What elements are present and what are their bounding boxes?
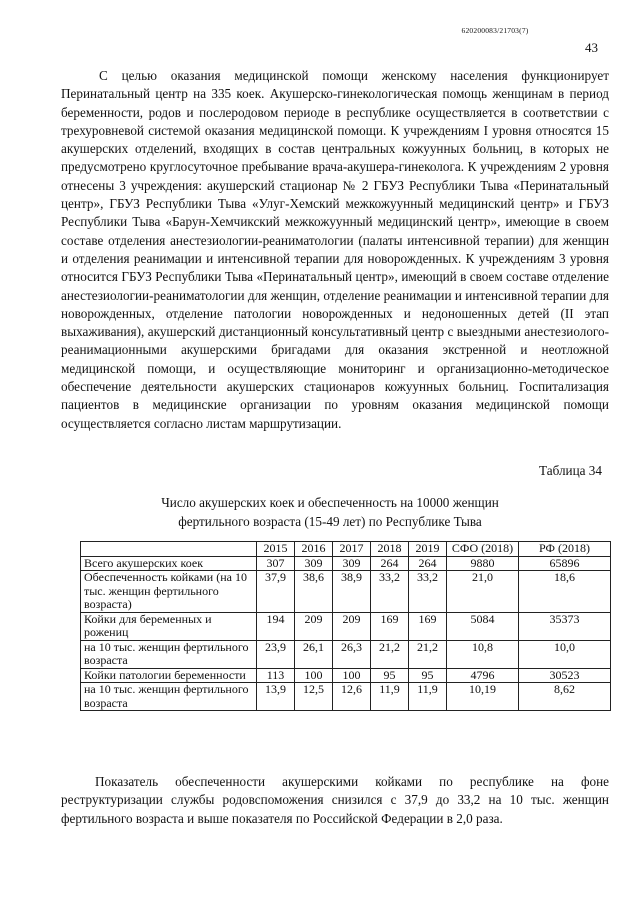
table-cell: 100 — [333, 668, 371, 683]
table-cell: 95 — [371, 668, 409, 683]
table-cell: 21,0 — [447, 571, 519, 613]
row-label: Обеспеченность койками (на 10 тыс. женщин фертильного возраста) — [81, 571, 257, 613]
table-cell: 10,19 — [447, 683, 519, 711]
table-cell: 12,6 — [333, 683, 371, 711]
table-cell: 21,2 — [371, 640, 409, 668]
table-cell: 38,6 — [295, 571, 333, 613]
table-cell: 264 — [371, 556, 409, 571]
table-row — [81, 668, 611, 683]
table-cell: 264 — [409, 556, 447, 571]
row-label: Койки для беременных и рожениц — [81, 612, 257, 640]
table-cell: 13,9 — [257, 683, 295, 711]
table-cell: 12,5 — [295, 683, 333, 711]
table-header-cell: 2018 — [371, 542, 409, 557]
table-cell: 194 — [257, 612, 295, 640]
row-label: на 10 тыс. женщин фертильного возраста — [81, 683, 257, 711]
table-cell: 209 — [333, 612, 371, 640]
table-header-cell — [81, 542, 257, 557]
table-cell: 309 — [295, 556, 333, 571]
table-cell: 18,6 — [519, 571, 611, 613]
table-cell: 169 — [409, 612, 447, 640]
table-row — [81, 556, 611, 571]
table-row — [81, 571, 611, 613]
table-header-cell: 2019 — [409, 542, 447, 557]
row-label: Койки патологии беременности — [81, 668, 257, 683]
table-caption-line-1: Число акушерских коек и обеспеченность на 10000 женщин — [161, 495, 499, 510]
table-caption — [100, 493, 560, 531]
table-cell: 26,1 — [295, 640, 333, 668]
table-cell: 38,9 — [333, 571, 371, 613]
page-number: 43 — [585, 40, 598, 55]
table-cell: 35373 — [519, 612, 611, 640]
table-header-row — [81, 542, 611, 557]
table-header-cell: 2015 — [257, 542, 295, 557]
table-cell: 26,3 — [333, 640, 371, 668]
table-cell: 11,9 — [409, 683, 447, 711]
table-header-cell: 2016 — [295, 542, 333, 557]
table-cell: 309 — [333, 556, 371, 571]
table-cell: 11,9 — [371, 683, 409, 711]
table-cell: 95 — [409, 668, 447, 683]
table-cell: 113 — [257, 668, 295, 683]
table-cell: 33,2 — [371, 571, 409, 613]
table-cell: 169 — [371, 612, 409, 640]
table-caption-line-2: фертильного возраста (15-49 лет) по Республике Тыва — [178, 514, 482, 529]
table-cell: 5084 — [447, 612, 519, 640]
table-row — [81, 640, 611, 668]
table-cell: 209 — [295, 612, 333, 640]
row-label: Всего акушерских коек — [81, 556, 257, 571]
table-cell: 21,2 — [409, 640, 447, 668]
body-paragraph-1: С целью оказания медицинской помощи женскому населения функционирует Перинатальный центр на 335 коек. Акушерско-гинекологическая помощь женщинам в период беременности, родов и послеродовом периоде в республике осуществляется в соответствии с трехуровневой системой оказания медицинской помощи. К учреждениям I уровня относятся 15 акушерских отделений, входящих в состав центральных кожуунных больниц, в которых не предусмотрено круглосуточное пребывание врача-акушера-гинеколога. К учреждениям 2 уровня отнесены 3 учреждения: акушерский стационар № 2 ГБУЗ Республики Тыва «Перинатальный центр», ГБУЗ Республики Тыва «Улуг-Хемский межкожуунный медицинский центр» и ГБУЗ Республики Тыва «Барун-Хемчикский межкожуунный медицинский центр», имеющие в своем составе отделения анестезиологии-реаниматологии (палаты интенсивной терапии) для женщин и отделения реанимации и интенсивной терапии для новорожденных. К учреждениям 3 уровня относится ГБУЗ Республики Тыва «Перинатальный центр», имеющий в своем составе отделение анестезиологии-реаниматологии для женщин, отделение реанимации и интенсивной терапии для новорожденных, отделение патологии новорожденных и недоношенных детей (II этап выхаживания), акушерский дистанционный консультативный центр с выездными анестезиолого-реанимационными акушерскими бригадами для оказания экстренной и неотложной медицинской помощи, и осуществляющие мониторинг и организационно-методическое обеспечение деятельности акушерских стационаров кожуунных больниц. Госпитализация пациентов в медицинские организации по уровням оказания медицинской помощи осуществляется согласно листам маршрутизации. — [61, 68, 609, 431]
table-row — [81, 683, 611, 711]
table-cell: 33,2 — [409, 571, 447, 613]
table-row — [81, 612, 611, 640]
table-cell: 307 — [257, 556, 295, 571]
data-table — [80, 541, 611, 711]
body-paragraph-2: Показатель обеспеченности акушерскими койками по республике на фоне реструктуризации службы родовспоможения снизился с 37,9 до 33,2 на 10 тыс. женщин фертильного возраста и выше показателя по Российской Федерации в 2,0 раза. — [61, 774, 609, 826]
table-header-cell: СФО (2018) — [447, 542, 519, 557]
document-code: 620200083/21703(7) — [461, 26, 529, 35]
table-cell: 30523 — [519, 668, 611, 683]
table-cell: 4796 — [447, 668, 519, 683]
table-cell: 37,9 — [257, 571, 295, 613]
table-header-cell: РФ (2018) — [519, 542, 611, 557]
table-header-cell: 2017 — [333, 542, 371, 557]
table-cell: 100 — [295, 668, 333, 683]
table-cell: 9880 — [447, 556, 519, 571]
table-cell: 8,62 — [519, 683, 611, 711]
table-cell: 23,9 — [257, 640, 295, 668]
row-label: на 10 тыс. женщин фертильного возраста — [81, 640, 257, 668]
table-label: Таблица 34 — [539, 463, 602, 478]
table-cell: 10,8 — [447, 640, 519, 668]
table-cell: 65896 — [519, 556, 611, 571]
table-cell: 10,0 — [519, 640, 611, 668]
